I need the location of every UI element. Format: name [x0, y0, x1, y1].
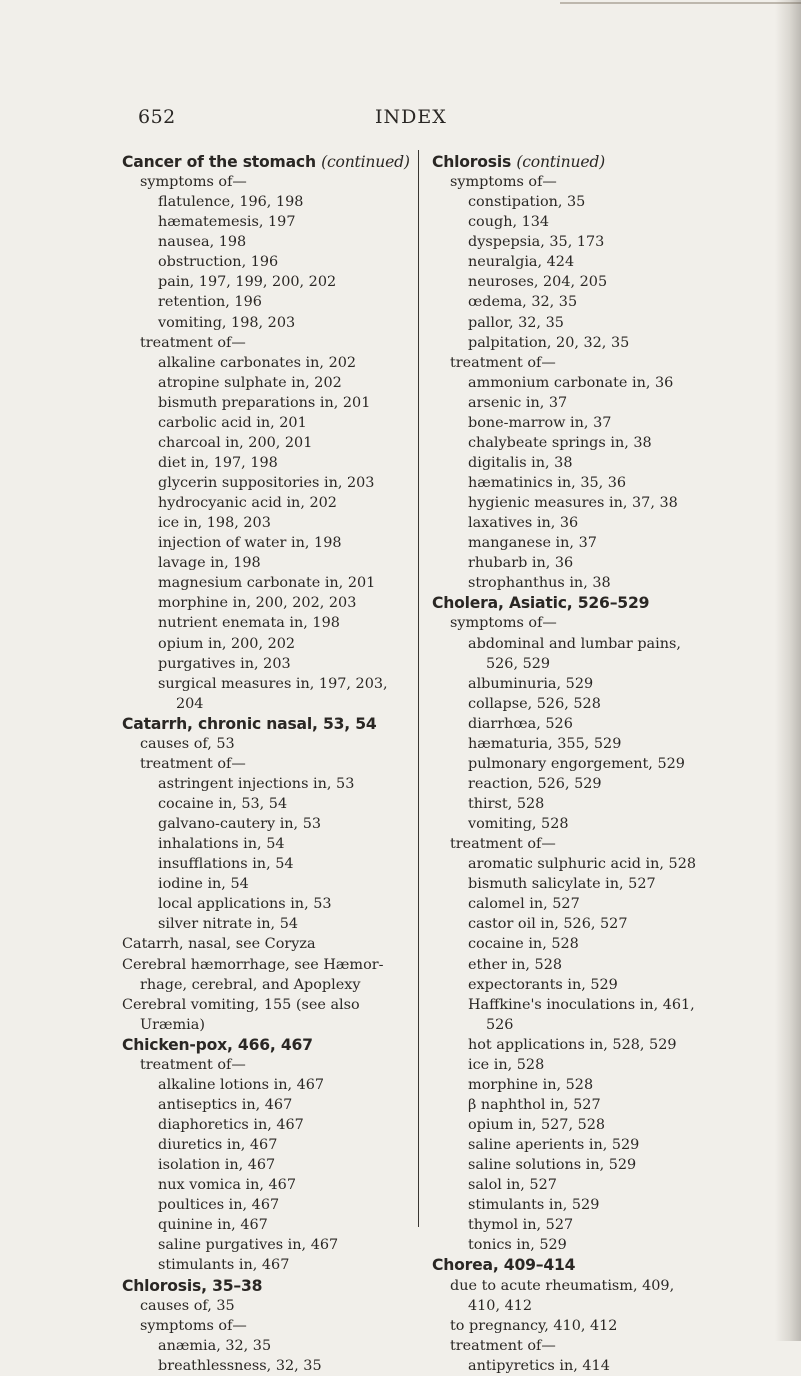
entry-text: manganese in, 37 [468, 535, 597, 552]
index-entry [122, 493, 457, 513]
entry-text: glycerin suppositories in, 203 [158, 475, 375, 491]
entry-text: bone-marrow in, 37 [468, 414, 612, 431]
index-heading [432, 152, 777, 172]
index-entry [432, 934, 777, 954]
entry-text: nutrient enemata in, 198 [158, 615, 340, 632]
entry-text: obstruction, 196 [158, 254, 279, 271]
index-entry [122, 353, 457, 373]
entry-text: β naphthol in, 527 [468, 1096, 601, 1113]
entry-text: tonics in, 529 [468, 1237, 567, 1254]
entry-text: retention, 196 [158, 294, 262, 311]
index-entry [432, 874, 777, 894]
entry-text: rhubarb in, 36 [468, 555, 574, 572]
index-entry [432, 1195, 777, 1215]
index-entry [122, 814, 457, 834]
index-entry [432, 232, 777, 252]
index-entry [432, 1075, 777, 1095]
entry-text: arsenic in, 37 [468, 394, 568, 411]
index-entry [122, 634, 457, 654]
entry-text: vomiting, 198, 203 [158, 314, 296, 331]
entry-text: aromatic sulphuric acid in, 528 [468, 856, 697, 873]
index-entry [432, 252, 777, 272]
entry-text: symptoms of— [140, 174, 247, 191]
entry-text: symptoms of— [450, 174, 557, 191]
entry-text: ice in, 198, 203 [158, 515, 271, 532]
entry-text: treatment of— [450, 354, 556, 371]
index-entry [432, 333, 777, 353]
page-edge-shadow [775, 0, 801, 1341]
entry-text: pain, 197, 199, 200, 202 [158, 274, 337, 291]
index-entry [432, 894, 777, 914]
index-entry [432, 1175, 777, 1195]
entry-text: Cerebral vomiting, 155 (see also [122, 996, 360, 1013]
entry-text: atropine sulphate in, 202 [158, 374, 342, 391]
entry-text: insufflations in, 54 [158, 856, 294, 873]
entry-text: lavage in, 198 [158, 555, 261, 572]
index-entry [122, 212, 457, 232]
index-entry [122, 1235, 457, 1255]
entry-text: opium in, 200, 202 [158, 635, 296, 652]
entry-text: saline solutions in, 529 [468, 1157, 637, 1174]
index-entry [122, 593, 457, 613]
index-entry [122, 1135, 457, 1155]
entry-text: hot applications in, 528, 529 [468, 1036, 677, 1053]
entry-text: diet in, 197, 198 [158, 454, 278, 471]
entry-text: pulmonary engorgement, 529 [468, 755, 685, 772]
index-entry [122, 1075, 457, 1095]
column-divider [418, 150, 419, 1227]
entry-text: cocaine in, 528 [468, 936, 579, 953]
index-entry [432, 1316, 777, 1336]
index-heading [122, 1035, 457, 1055]
entry-text: digitalis in, 38 [468, 454, 573, 471]
index-entry [122, 1175, 457, 1195]
page-header [0, 106, 801, 132]
entry-text: treatment of— [140, 1056, 246, 1073]
index-entry [432, 613, 777, 633]
index-entry [432, 192, 777, 212]
entry-text: Cholera, Asiatic, 526–529 [432, 594, 650, 613]
index-heading [122, 1276, 457, 1296]
entry-text: morphine in, 200, 202, 203 [158, 595, 357, 612]
entry-text: diuretics in, 467 [158, 1137, 278, 1154]
index-heading [432, 1255, 777, 1275]
entry-text: albuminuria, 529 [468, 675, 594, 692]
entry-text: isolation in, 467 [158, 1157, 276, 1174]
index-entry [122, 1215, 457, 1235]
index-entry [432, 814, 777, 834]
index-entry [432, 975, 777, 995]
index-heading [432, 593, 777, 613]
index-entry [432, 292, 777, 312]
continued-label: (continued) [321, 153, 410, 171]
index-entry [432, 955, 777, 975]
entry-text: laxatives in, 36 [468, 515, 579, 532]
index-entry [122, 1316, 457, 1336]
index-entry [122, 1336, 457, 1356]
index-entry [432, 272, 777, 292]
index-entry [122, 573, 457, 593]
index-entry [122, 1356, 457, 1376]
entry-text: castor oil in, 526, 527 [468, 916, 628, 933]
index-entry [122, 513, 457, 533]
entry-text: Catarrh, nasal, see Coryza [122, 936, 316, 953]
entry-text: Cerebral hæmorrhage, see Hæmor- [122, 956, 384, 973]
entry-text: neuroses, 204, 205 [468, 274, 608, 291]
entry-text: surgical measures in, 197, 203, [158, 675, 388, 692]
entry-text: iodine in, 54 [158, 876, 249, 893]
entry-text: cocaine in, 53, 54 [158, 796, 288, 812]
index-entry [432, 1356, 777, 1376]
continued-label: (continued) [516, 153, 606, 171]
entry-text: stimulants in, 467 [158, 1257, 290, 1274]
entry-text: ice in, 528 [468, 1056, 545, 1073]
entry-text: causes of, 35 [140, 1297, 235, 1314]
index-column-left [122, 152, 457, 1376]
index-entry [432, 734, 777, 754]
entry-text: Chlorosis, 35–38 [122, 1276, 263, 1295]
index-entry [122, 1155, 457, 1175]
index-entry [122, 794, 457, 814]
entry-text: quinine in, 467 [158, 1217, 268, 1234]
entry-text: 526, 529 [486, 655, 551, 672]
index-entry [122, 774, 457, 794]
entry-text: purgatives in, 203 [158, 655, 291, 672]
entry-text: causes of, 53 [140, 735, 235, 752]
entry-text: vomiting, 528 [468, 816, 569, 833]
entry-text: hygienic measures in, 37, 38 [468, 495, 678, 512]
entry-text: local applications in, 53 [158, 896, 332, 913]
index-entry [122, 252, 457, 272]
entry-text: alkaline lotions in, 467 [158, 1076, 325, 1093]
entry-text: neuralgia, 424 [468, 254, 575, 271]
index-entry [122, 292, 457, 312]
entry-text: symptoms of— [140, 1317, 247, 1334]
index-column-right [432, 152, 777, 1376]
page-number: 652 [138, 106, 176, 128]
index-entry [432, 854, 777, 874]
entry-text: hydrocyanic acid in, 202 [158, 495, 337, 512]
entry-text: antiseptics in, 467 [158, 1096, 293, 1113]
index-entry [122, 674, 457, 694]
index-entry [122, 192, 457, 212]
entry-text: nux vomica in, 467 [158, 1177, 296, 1194]
index-entry [432, 393, 777, 413]
entry-text: flatulence, 196, 198 [158, 194, 304, 211]
index-entry [432, 674, 777, 694]
entry-text: pallor, 32, 35 [468, 314, 564, 331]
entry-text: morphine in, 528 [468, 1076, 594, 1093]
entry-text: breathlessness, 32, 35 [158, 1357, 322, 1374]
entry-text: rhage, cerebral, and Apoplexy [140, 976, 361, 993]
index-entry [122, 333, 457, 353]
entry-text: antipyretics in, 414 [468, 1357, 610, 1374]
index-entry [432, 1336, 777, 1356]
index-entry [432, 373, 777, 393]
index-entry [122, 1115, 457, 1135]
entry-text: Chorea, 409–414 [432, 1256, 576, 1275]
index-entry [122, 393, 457, 413]
entry-text: abdominal and lumbar pains, [468, 635, 681, 652]
entry-text: salol in, 527 [468, 1177, 557, 1194]
entry-text: ammonium carbonate in, 36 [468, 374, 674, 391]
index-entry [432, 513, 777, 533]
index-entry [122, 694, 457, 714]
entry-text: expectorants in, 529 [468, 976, 618, 993]
entry-text: nausea, 198 [158, 234, 247, 251]
entry-text: chalybeate springs in, 38 [468, 434, 652, 451]
running-title: INDEX [375, 106, 447, 128]
index-entry [432, 1155, 777, 1175]
entry-text: carbolic acid in, 201 [158, 414, 307, 431]
index-entry [122, 894, 457, 914]
entry-text: silver nitrate in, 54 [158, 916, 299, 933]
entry-text: hæmaturia, 355, 529 [468, 735, 622, 752]
index-entry [122, 1055, 457, 1075]
index-entry [122, 533, 457, 553]
entry-text: due to acute rheumatism, 409, [450, 1277, 675, 1294]
entry-text: hæmatinics in, 35, 36 [468, 475, 627, 491]
index-entry [432, 413, 777, 433]
entry-text: astringent injections in, 53 [158, 775, 355, 792]
index-entry [432, 634, 777, 654]
index-entry [122, 955, 457, 975]
entry-text: diaphoretics in, 467 [158, 1117, 304, 1133]
entry-text: bismuth salicylate in, 527 [468, 876, 656, 893]
index-entry [432, 1276, 777, 1296]
index-entry [122, 734, 457, 754]
index-entry [122, 613, 457, 633]
index-entry [432, 493, 777, 513]
index-entry [432, 172, 777, 192]
index-entry [432, 774, 777, 794]
index-entry [122, 874, 457, 894]
index-entry [122, 473, 457, 493]
index-entry [432, 212, 777, 232]
index-entry [122, 313, 457, 333]
entry-text: strophanthus in, 38 [468, 575, 611, 592]
entry-text: injection of water in, 198 [158, 535, 342, 552]
index-entry [122, 413, 457, 433]
index-entry [122, 433, 457, 453]
entry-text: bismuth preparations in, 201 [158, 394, 371, 411]
index-entry [432, 1115, 777, 1135]
entry-text: saline aperients in, 529 [468, 1137, 640, 1154]
index-entry [432, 1035, 777, 1055]
index-entry [432, 1055, 777, 1075]
index-heading [122, 152, 457, 172]
index-entry [122, 373, 457, 393]
entry-text: alkaline carbonates in, 202 [158, 354, 357, 371]
entry-text: treatment of— [450, 1337, 556, 1354]
index-entry [432, 995, 777, 1015]
index-entry [432, 453, 777, 473]
index-entry [432, 754, 777, 774]
entry-text: collapse, 526, 528 [468, 695, 601, 712]
index-entry [122, 453, 457, 473]
index-entry [432, 794, 777, 814]
entry-text: œdema, 32, 35 [468, 294, 578, 311]
entry-text: palpitation, 20, 32, 35 [468, 334, 630, 351]
entry-text: ether in, 528 [468, 956, 563, 973]
entry-text: symptoms of— [450, 615, 557, 632]
index-entry [122, 1015, 457, 1035]
entry-text: constipation, 35 [468, 194, 586, 211]
entry-text: treatment of— [140, 334, 246, 351]
entry-text: Chicken-pox, 466, 467 [122, 1035, 313, 1054]
entry-text: Uræmia) [140, 1016, 205, 1033]
entry-text: dyspepsia, 35, 173 [468, 234, 605, 251]
index-entry [432, 433, 777, 453]
entry-text: calomel in, 527 [468, 896, 580, 913]
index-entry [432, 1215, 777, 1235]
entry-text: hæmatemesis, 197 [158, 214, 296, 231]
entry-text: Haffkine's inoculations in, 461, [468, 996, 695, 1013]
entry-text: treatment of— [450, 836, 556, 853]
page-top-rule [560, 2, 801, 4]
index-entry [432, 573, 777, 593]
entry-text: magnesium carbonate in, 201 [158, 575, 376, 592]
index-entry [122, 654, 457, 674]
entry-text: Cancer of the stomach [122, 153, 322, 171]
index-entry [122, 272, 457, 292]
index-entry [122, 975, 457, 995]
entry-text: diarrhœa, 526 [468, 715, 573, 732]
index-entry [432, 553, 777, 573]
entry-text: thirst, 528 [468, 796, 545, 812]
index-entry [122, 854, 457, 874]
index-entry [432, 834, 777, 854]
index-entry [432, 1095, 777, 1115]
index-entry [122, 172, 457, 192]
index-entry [122, 553, 457, 573]
index-entry [432, 353, 777, 373]
index-entry [432, 313, 777, 333]
entry-text: galvano-cautery in, 53 [158, 816, 322, 833]
index-entry [122, 232, 457, 252]
index-entry [432, 1135, 777, 1155]
index-entry [122, 1195, 457, 1215]
entry-text: poultices in, 467 [158, 1197, 280, 1214]
index-entry [122, 1255, 457, 1275]
index-entry [122, 1095, 457, 1115]
entry-text: inhalations in, 54 [158, 836, 285, 853]
entry-text: saline purgatives in, 467 [158, 1237, 339, 1254]
entry-text: reaction, 526, 529 [468, 775, 602, 792]
index-entry [122, 834, 457, 854]
index-entry [122, 995, 457, 1015]
entry-text: 410, 412 [468, 1297, 533, 1314]
index-entry [432, 654, 777, 674]
entry-text: Chlorosis [432, 153, 517, 171]
entry-text: 204 [176, 695, 204, 712]
index-heading [122, 714, 457, 734]
index-entry [432, 694, 777, 714]
entry-text: charcoal in, 200, 201 [158, 434, 313, 451]
entry-text: treatment of— [140, 755, 246, 772]
entry-text: 526 [486, 1016, 514, 1033]
index-entry [432, 914, 777, 934]
entry-text: thymol in, 527 [468, 1217, 574, 1234]
index-entry [432, 533, 777, 553]
index-entry [432, 473, 777, 493]
entry-text: to pregnancy, 410, 412 [450, 1317, 618, 1334]
index-entry [122, 934, 457, 954]
entry-text: stimulants in, 529 [468, 1197, 600, 1214]
entry-text: Catarrh, chronic nasal, 53, 54 [122, 714, 377, 733]
index-entry [122, 754, 457, 774]
index-entry [432, 1296, 777, 1316]
index-entry [432, 714, 777, 734]
entry-text: anæmia, 32, 35 [158, 1337, 272, 1354]
index-entry [122, 914, 457, 934]
entry-text: opium in, 527, 528 [468, 1117, 606, 1133]
index-entry [432, 1235, 777, 1255]
entry-text: cough, 134 [468, 214, 550, 231]
index-entry [122, 1296, 457, 1316]
index-entry [432, 1015, 777, 1035]
